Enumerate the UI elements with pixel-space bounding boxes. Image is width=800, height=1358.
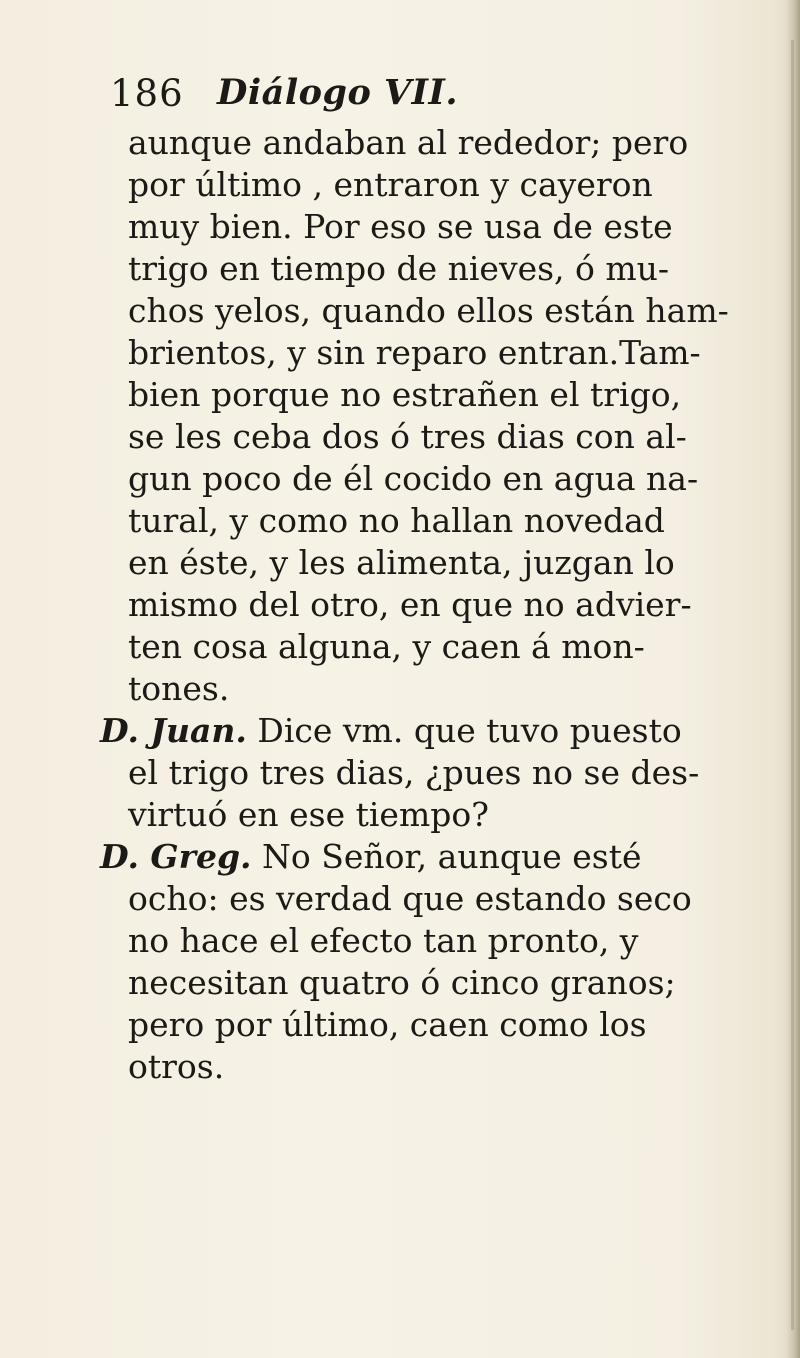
text-line: ocho: es verdad que estando seco xyxy=(128,879,692,918)
text-line: mismo del otro, en que no advier- xyxy=(128,585,692,624)
speaker-name: D. Juan. xyxy=(100,711,247,750)
text-line: muy bien. Por eso se usa de este xyxy=(128,207,673,246)
text-line: el trigo tres dias, ¿pues no se des- xyxy=(128,753,700,792)
text-line: gun poco de él cocido en agua na- xyxy=(128,459,699,498)
text-line: chos yelos, quando ellos están ham- xyxy=(128,291,729,330)
text-line: tural, y como no hallan novedad xyxy=(128,501,665,540)
page-edge-line xyxy=(791,40,794,1330)
text-line: se les ceba dos ó tres dias con al- xyxy=(128,417,687,456)
text-line: tones. xyxy=(128,669,230,708)
text-line: no hace el efecto tan pronto, y xyxy=(128,921,639,960)
speaker-name: D. Greg. xyxy=(100,837,252,876)
page-header xyxy=(110,72,710,122)
text-line: por último , entraron y cayeron xyxy=(128,165,653,204)
text-line: bien porque no estrañen el trigo, xyxy=(128,375,682,414)
text-line: en éste, y les alimenta, juzgan lo xyxy=(128,543,675,582)
text-line: virtuó en ese tiempo? xyxy=(128,795,489,834)
dialogue-line xyxy=(100,711,682,751)
dialogue-text: Dice vm. que tuvo puesto xyxy=(257,711,682,750)
text-line: necesitan quatro ó cinco granos; xyxy=(128,963,676,1002)
text-line: otros. xyxy=(128,1047,225,1086)
text-line: ten cosa alguna, y caen á mon- xyxy=(128,627,645,666)
text-line: aunque andaban al rededor; pero xyxy=(128,123,689,162)
text-line: brientos, y sin reparo entran.Tam- xyxy=(128,333,701,372)
text-line: pero por último, caen como los xyxy=(128,1005,647,1044)
text-line: trigo en tiempo de nieves, ó mu- xyxy=(128,249,670,288)
dialogue-line xyxy=(100,837,642,877)
dialogue-text: No Señor, aunque esté xyxy=(262,837,642,876)
running-head: Diálogo VII. xyxy=(217,72,459,113)
page-number: 186 xyxy=(110,72,184,115)
